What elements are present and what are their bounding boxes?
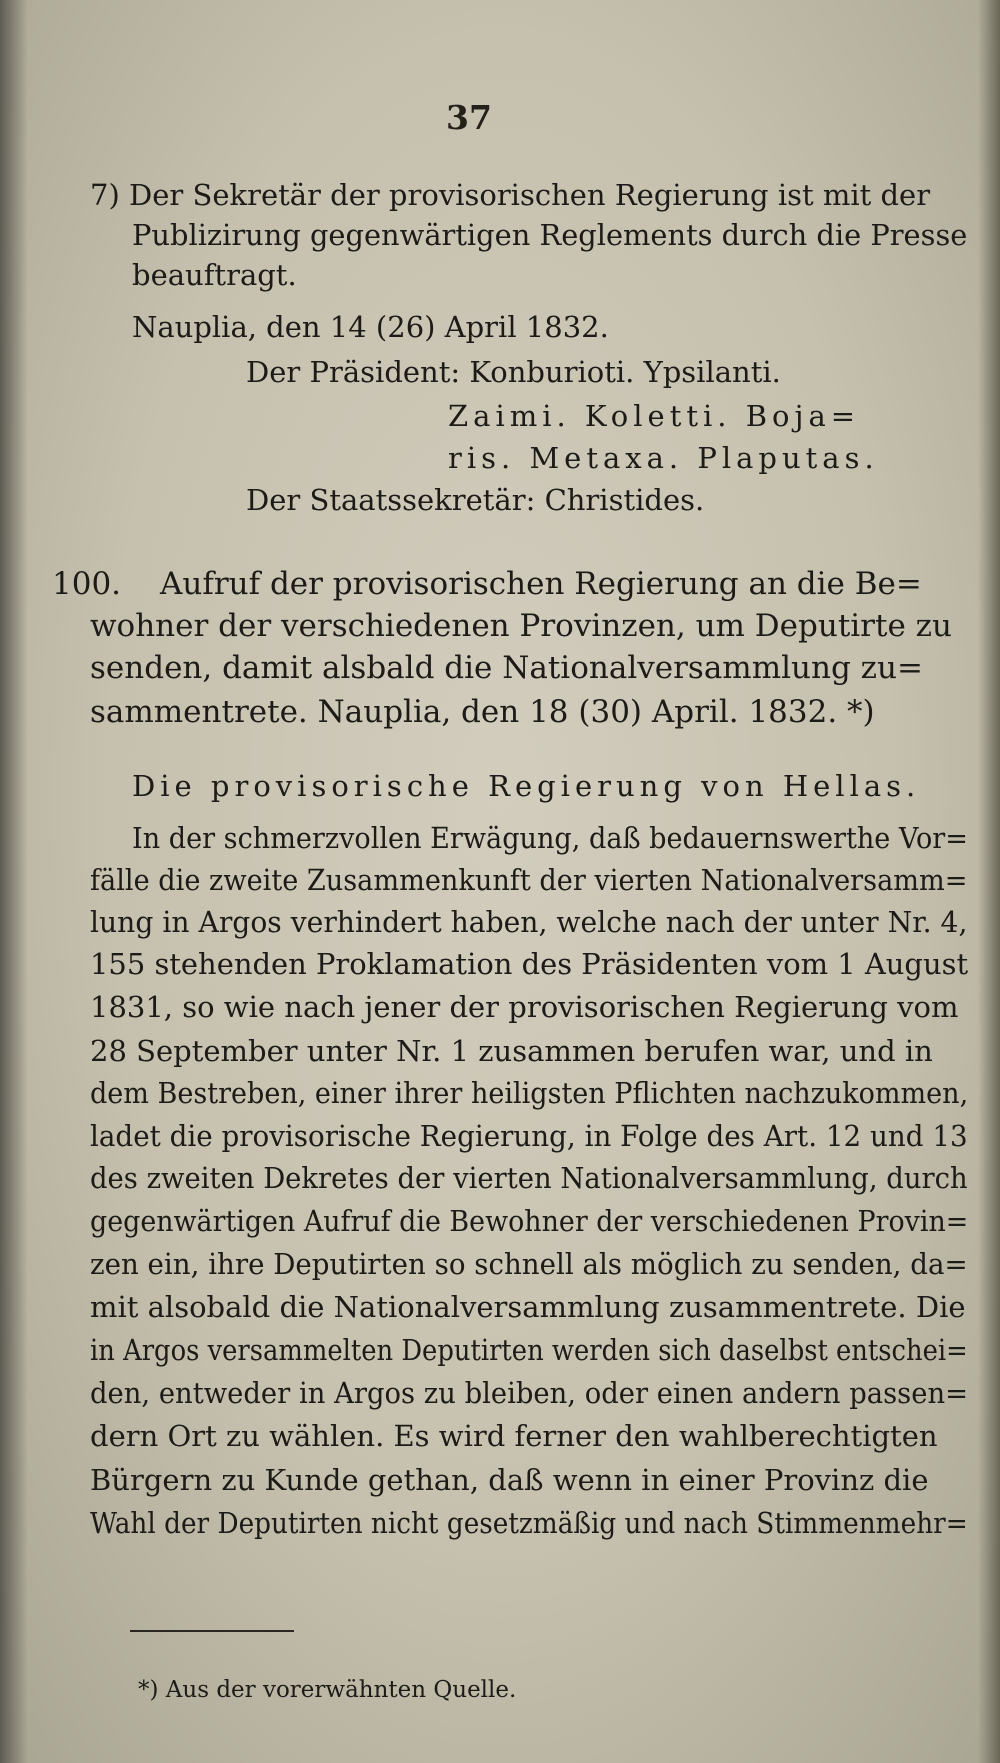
footnote: *) Aus der vorerwähnten Quelle. <box>138 1677 517 1703</box>
section-number: 100. <box>52 566 122 602</box>
body-line-4: 155 stehenden Proklamation des Präsidenten vom 1 August <box>90 947 969 981</box>
footnote-rule <box>130 1630 294 1632</box>
body-line-5: 1831, so wie nach jener der provisorischen Regierung vom <box>90 990 959 1024</box>
body-line-10: gegenwärtigen Aufruf die Bewohner der verschiedenen Provin= <box>90 1204 969 1238</box>
body-line-2: fälle die zweite Zusammenkunft der vierten Nationalversamm= <box>90 863 968 897</box>
section-title-line-1: Aufruf der provisorischen Regierung an die Be= <box>160 566 922 602</box>
signature-line-3: ris. Metaxa. Plaputas. <box>448 441 879 475</box>
item-7-line-2: Publizirung gegenwärtigen Reglements durch die Presse <box>132 218 968 252</box>
page-number: 37 <box>446 98 492 137</box>
body-line-16: Bürgern zu Kunde gethan, daß wenn in einer Provinz die <box>90 1463 929 1497</box>
body-line-13: in Argos versammelten Deputirten werden sich daselbst entschei= <box>90 1333 968 1367</box>
body-line-9: des zweiten Dekretes der vierten Nationalversammlung, durch <box>90 1161 968 1195</box>
signature-line-1: Der Präsident: Konburioti. Ypsilanti. <box>246 355 781 389</box>
body-line-17: Wahl der Deputirten nicht gesetzmäßig und nach Stimmenmehr= <box>90 1506 968 1540</box>
body-line-8: ladet die provisorische Regierung, in Folge des Art. 12 und 13 <box>90 1119 968 1153</box>
item-7-line-3: beauftragt. <box>132 258 297 292</box>
item-7-line-1: 7) Der Sekretär der provisorischen Regierung ist mit der <box>90 178 931 212</box>
body-line-1: In der schmerzvollen Erwägung, daß bedauernswerthe Vor= <box>132 821 968 855</box>
signature-line-2: Zaimi. Koletti. Boja= <box>448 399 861 433</box>
body-line-15: dern Ort zu wählen. Es wird ferner den wahlberechtigten <box>90 1419 938 1453</box>
body-line-11: zen ein, ihre Deputirten so schnell als möglich zu senden, da= <box>90 1247 968 1281</box>
section-title-line-3: senden, damit alsbald die Nationalversammlung zu= <box>90 650 923 686</box>
section-heading: Die provisorische Regierung von Hellas. <box>132 769 921 803</box>
date-line: Nauplia, den 14 (26) April 1832. <box>132 310 609 344</box>
signature-line-4: Der Staatssekretär: Christides. <box>246 483 705 517</box>
section-title-line-4: sammentrete. Nauplia, den 18 (30) April. 1832. *) <box>90 694 875 730</box>
body-line-14: den, entweder in Argos zu bleiben, oder einen andern passen= <box>90 1376 969 1410</box>
body-line-12: mit alsobald die Nationalversammlung zusammentrete. Die <box>90 1290 966 1324</box>
body-line-6: 28 September unter Nr. 1 zusammen berufen war, und in <box>90 1034 933 1068</box>
section-title-line-2: wohner der verschiedenen Provinzen, um Deputirte zu <box>90 608 952 644</box>
body-line-7: dem Bestreben, einer ihrer heiligsten Pflichten nachzukommen, <box>90 1076 969 1110</box>
body-line-3: lung in Argos verhindert haben, welche nach der unter Nr. 4, <box>90 905 968 939</box>
